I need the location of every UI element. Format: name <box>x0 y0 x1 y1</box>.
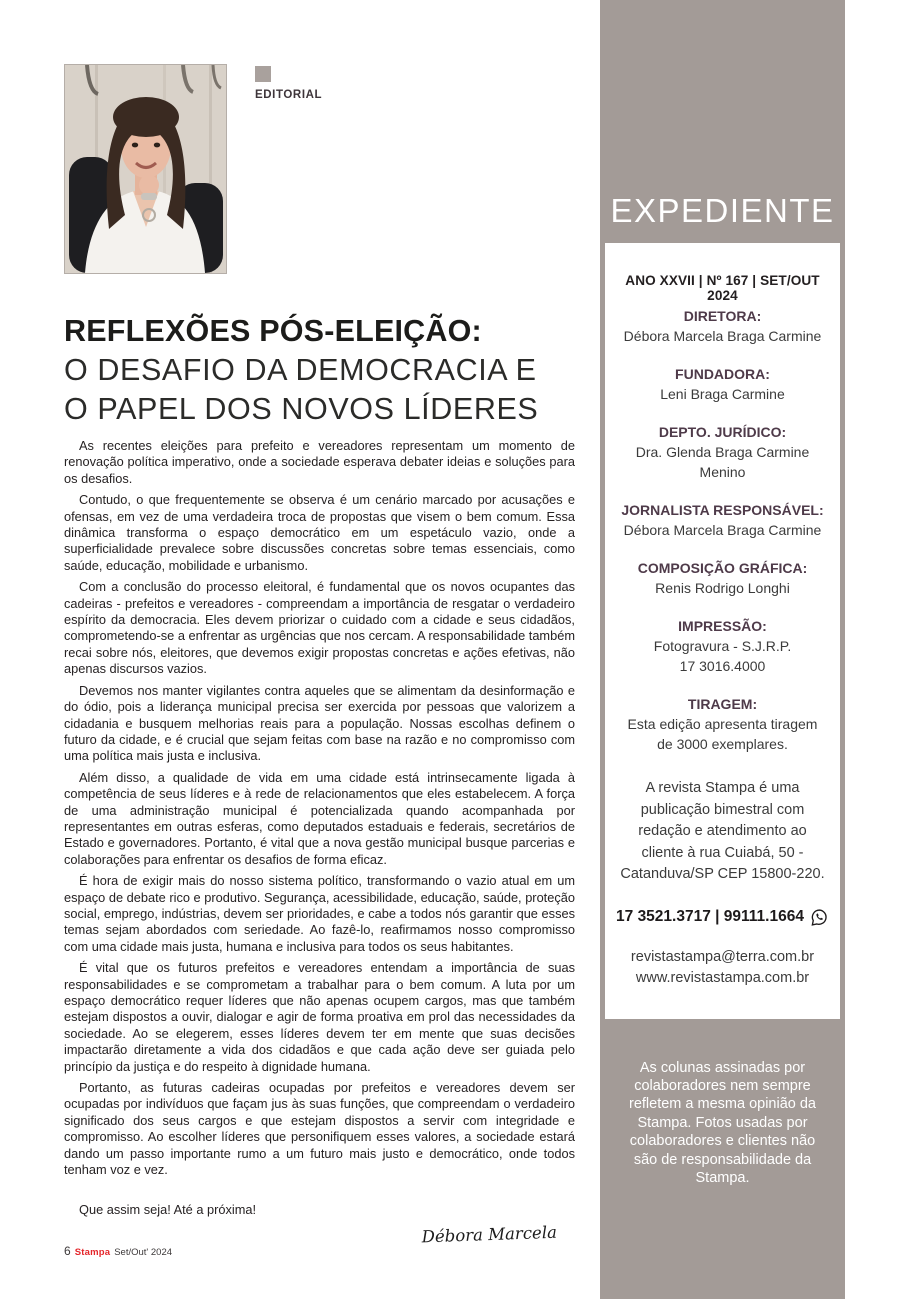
portrait-photo-illustration <box>65 65 226 273</box>
phone-line <box>614 908 831 927</box>
entry-value: Débora Marcela Braga Carmine <box>623 328 822 344</box>
article-paragraph: Contudo, o que frequentemente se observa é um cenário marcado por acusações e ofensas, em vez de uma verdadeira troca de propostas que visem o bem comum. Essa dinâmica transforma o espaço democrático em um espetáculo vazio, onde a superficialidade prevalece sobre discussões concretas sobre temas essenciais, como saúde, educação, mobilidade e urbanismo. <box>64 492 575 573</box>
whatsapp-icon <box>810 908 829 927</box>
headline-line-3: O PAPEL DOS NOVOS LÍDERES <box>64 392 539 426</box>
section-tag <box>255 64 322 101</box>
masthead-entry <box>614 558 831 598</box>
entry-value: Débora Marcela Braga Carmine <box>623 522 822 538</box>
magazine-brand: Stampa <box>74 1247 111 1258</box>
entry-label: FUNDADORA: <box>675 366 770 382</box>
editorial-header-row <box>64 64 575 274</box>
masthead-entry <box>614 364 831 404</box>
entry-value: de 3000 exemplares. <box>657 736 788 752</box>
article-paragraph: É hora de exigir mais do nosso sistema político, transformando o vazio atual em um espaço de debate rico e produtivo. Segurança, acessibilidade, educação, saúde, proteção social, emprego, indústrias, devem ser prioridades, e cabe a todos nós garantir que esses temas sejam abordados com seriedade. Ao fazê-lo, reafirmamos nosso compromisso com uma cidade mais justa, humana e inclusiva para todos os seus habitantes. <box>64 873 575 954</box>
headline-line-2: O DESAFIO DA DEMOCRACIA E <box>64 353 537 387</box>
page-footer <box>64 1244 172 1258</box>
masthead-entry <box>614 694 831 754</box>
entry-label: DIRETORA: <box>683 308 762 324</box>
article-headline <box>64 312 575 429</box>
masthead-entry <box>614 422 831 482</box>
section-marker-square <box>255 66 271 82</box>
issue-date: Set/Out' 2024 <box>114 1247 173 1258</box>
author-signature: Débora Marcela <box>421 1223 558 1247</box>
entry-value: Leni Braga Carmine <box>660 386 785 402</box>
contact-block <box>614 947 831 989</box>
article-body <box>64 438 575 1178</box>
columns-disclaimer: As colunas assinadas por colaboradores nem sempre refletem a mesma opinião da Stampa. Fotos usadas por colaboradores e clientes não são de responsabilidade da Stampa. <box>629 1059 816 1186</box>
entry-label: COMPOSIÇÃO GRÁFICA: <box>637 560 808 576</box>
entry-value: Esta edição apresenta tiragem <box>627 716 818 732</box>
page-number: 6 <box>64 1244 71 1258</box>
entry-value: 17 3016.4000 <box>679 658 766 674</box>
expediente-title: EXPEDIENTE <box>610 192 835 229</box>
article-paragraph: As recentes eleições para prefeito e vereadores representam um momento de renovação política imperativo, onde a sociedade esperava debater ideias e soluções para os desafios. <box>64 438 575 486</box>
website-url: www.revistastampa.com.br <box>635 969 810 986</box>
article-paragraph: É vital que os futuros prefeitos e vereadores entendam a importância de suas responsabilidades e se comprometam a trabalhar para o bem comum. A luta por um espaço democrático requer líderes que não apenas ocupem cargos, mas que também estejam dispostos a ouvir, dialogar e agir de forma proativa em prol das necessidades da sociedade. Ao se elegerem, esses líderes devem ter em mente que suas decisões impactarão diretamente a vida dos cidadãos e que cada ação deve ser guiada pelo princípio da justiça e do respeito à dignidade humana. <box>64 960 575 1074</box>
entry-label: DEPTO. JURÍDICO: <box>658 424 787 440</box>
closing-line: Que assim seja! Até a próxima! <box>79 1202 257 1218</box>
entry-value: Renis Rodrigo Longhi <box>655 580 790 596</box>
expediente-sidebar <box>600 0 845 1299</box>
about-text: A revista Stampa é uma publicação bimestral com redação e atendimento ao cliente à rua Cuiabá, 50 - Catanduva/SP CEP 15800-220. <box>620 780 825 882</box>
article-paragraph: Devemos nos manter vigilantes contra aqueles que se alimentam da desinformação e do ódio, pois a liderança municipal precisa ser exercida por pessoas que valorizem a cidadania e busquem melhorias reais para a população. Nossas escolhas definem o futuro da cidade, e é crucial que sejam feitas com base na razão e no compromisso com uma política mais justa e inclusiva. <box>64 682 575 764</box>
email-address: revistastampa@terra.com.br <box>630 948 815 965</box>
masthead-entry <box>614 500 831 540</box>
entry-label: TIRAGEM: <box>687 696 758 712</box>
article-paragraph: Portanto, as futuras cadeiras ocupadas por prefeitos e vereadores devem ser ocupadas por indivíduos que façam jus às suas funções, que compreendam o verdadeiro significado dos seus cargos e que estejam dispostos a servir com integridade e compromisso. Ao escolher líderes que personifiquem esses valores, a sociedade estará dando um passo importante rumo a um futuro mais justo e democrático, onde todos tenham voz e vez. <box>64 1080 575 1178</box>
article-paragraph: Com a conclusão do processo eleitoral, é fundamental que os novos ocupantes das cadeiras - prefeitos e vereadores - compreendam a importância de resgatar o verdadeiro espírito da democracia. Eles devem priorizar o cuidado com a cidade e seus cidadãos, comprometendo-se a enfrentar as urgências que nos cercam. A responsabilidade também recai sobre nós, eleitores, que devemos exigir propostas concretas e ações efetivas, não apenas discursos vazios. <box>64 579 575 677</box>
issue-line: ANO XXVII | Nº 167 | SET/OUT 2024 <box>625 273 820 303</box>
entry-label: IMPRESSÃO: <box>678 618 767 634</box>
masthead-entry <box>614 616 831 676</box>
entry-label: JORNALISTA RESPONSÁVEL: <box>621 502 824 518</box>
masthead-box <box>605 243 840 1019</box>
article-paragraph: Além disso, a qualidade de vida em uma cidade está intrinsecamente ligada à competência de seus líderes e à rede de relacionamentos que eles estabelecem. A força de uma administração municipal é potencializada quando acompanhada por representantes em outras esferas, como deputados estaduais e federais, secretários de Estado e governadores. Portanto, é vital que a nova gestão municipal busque parcerias e colaborações para enfrentar os desafios de forma eficaz. <box>64 769 575 867</box>
entry-value: Dra. Glenda Braga Carmine Menino <box>635 444 810 480</box>
masthead-entry <box>614 306 831 346</box>
entry-value: Fotogravura - S.J.R.P. <box>653 638 792 654</box>
section-label: EDITORIAL <box>255 89 323 101</box>
headline-line-1: REFLEXÕES PÓS-ELEIÇÃO: <box>64 314 482 348</box>
portrait-photo <box>64 64 227 274</box>
editorial-column <box>64 64 575 1250</box>
phone-numbers: 17 3521.3717 | 99111.1664 <box>616 908 804 925</box>
